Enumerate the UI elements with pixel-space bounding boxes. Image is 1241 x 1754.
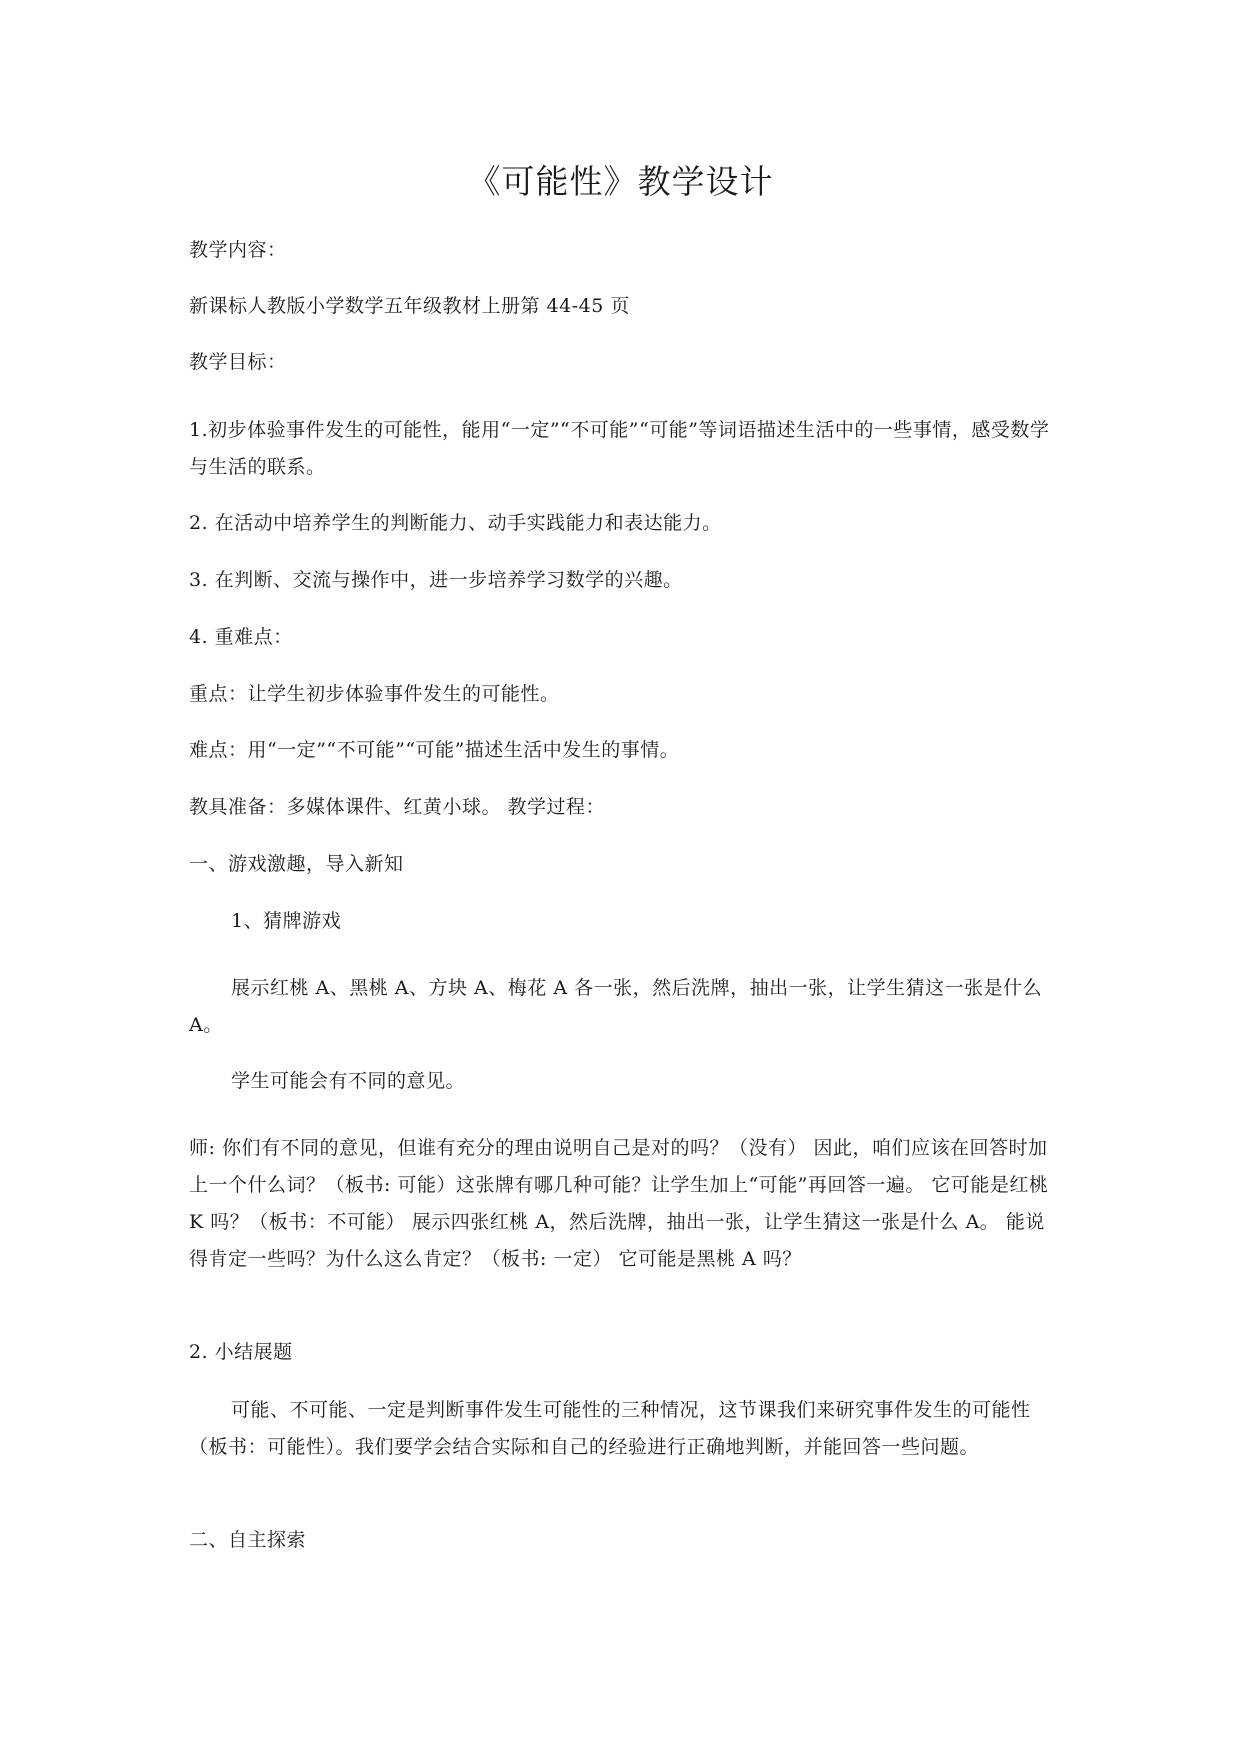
goal-item-4: 4. 重难点： — [189, 626, 293, 648]
difficult-point-text: 难点：用“一定”“不可能”“可能”描述生活中发生的事情。 — [189, 739, 680, 761]
summary-text: 可能、不可能、一定是判断事件发生可能性的三种情况，这节课我们来研究事件发生的可能性（板书：可能性）。我们要学会结合实际和自己的经验进行正确地判断，并能回答一些问题。 — [189, 1399, 1031, 1458]
teaching-content-text: 新课标人教版小学数学五年级教材上册第 44-45 页 — [189, 295, 630, 317]
subsection-summary: 2. 小结展题 — [189, 1341, 293, 1363]
document-title: 《可能性》教学设计 — [467, 162, 774, 201]
section-heading-2: 二、自主探索 — [189, 1529, 307, 1551]
section-label-teaching-goals: 教学目标： — [189, 351, 287, 373]
key-point-text: 重点：让学生初步体验事件发生的可能性。 — [189, 683, 560, 705]
card-game-description: 展示红桃 A、黑桃 A、方块 A、梅花 A 各一张，然后洗牌，抽出一张，让学生猜这一张是什么 A。 — [189, 977, 1043, 1036]
section-label-teaching-content: 教学内容： — [189, 239, 287, 261]
teacher-dialogue-text: 师: 你们有不同的意见，但谁有充分的理由说明自己是对的吗？（没有） 因此，咱们应该在回答时加上一个什么词？（板书: 可能）这张牌有哪几种可能？让学生加上“可能”再回答一遍。 它可能是红桃 K 吗？（板书：不可能） 展示四张红桃 A，然后洗牌，抽出一张，让学生猜这一张是什么 A。 能说得肯定一些吗？为什么这么肯定？（板书: 一定） 它可能是黑桃 A 吗？ — [189, 1137, 1049, 1270]
student-opinion-text: 学生可能会有不同的意见。 — [231, 1070, 466, 1092]
teaching-aids-text: 教具准备：多媒体课件、红黄小球。 教学过程： — [189, 796, 606, 818]
goal-item-1: 1.初步体验事件发生的可能性，能用“一定”“不可能”“可能”等词语描述生活中的一些事情，感受数学与生活的联系。 — [189, 419, 1050, 478]
section-heading-1: 一、游戏激趣，导入新知 — [189, 853, 404, 875]
goal-item-2: 2. 在活动中培养学生的判断能力、动手实践能力和表达能力。 — [189, 512, 722, 534]
subsection-card-game: 1、猜牌游戏 — [231, 910, 342, 932]
goal-item-3: 3. 在判断、交流与操作中，进一步培养学习数学的兴趣。 — [189, 569, 683, 591]
